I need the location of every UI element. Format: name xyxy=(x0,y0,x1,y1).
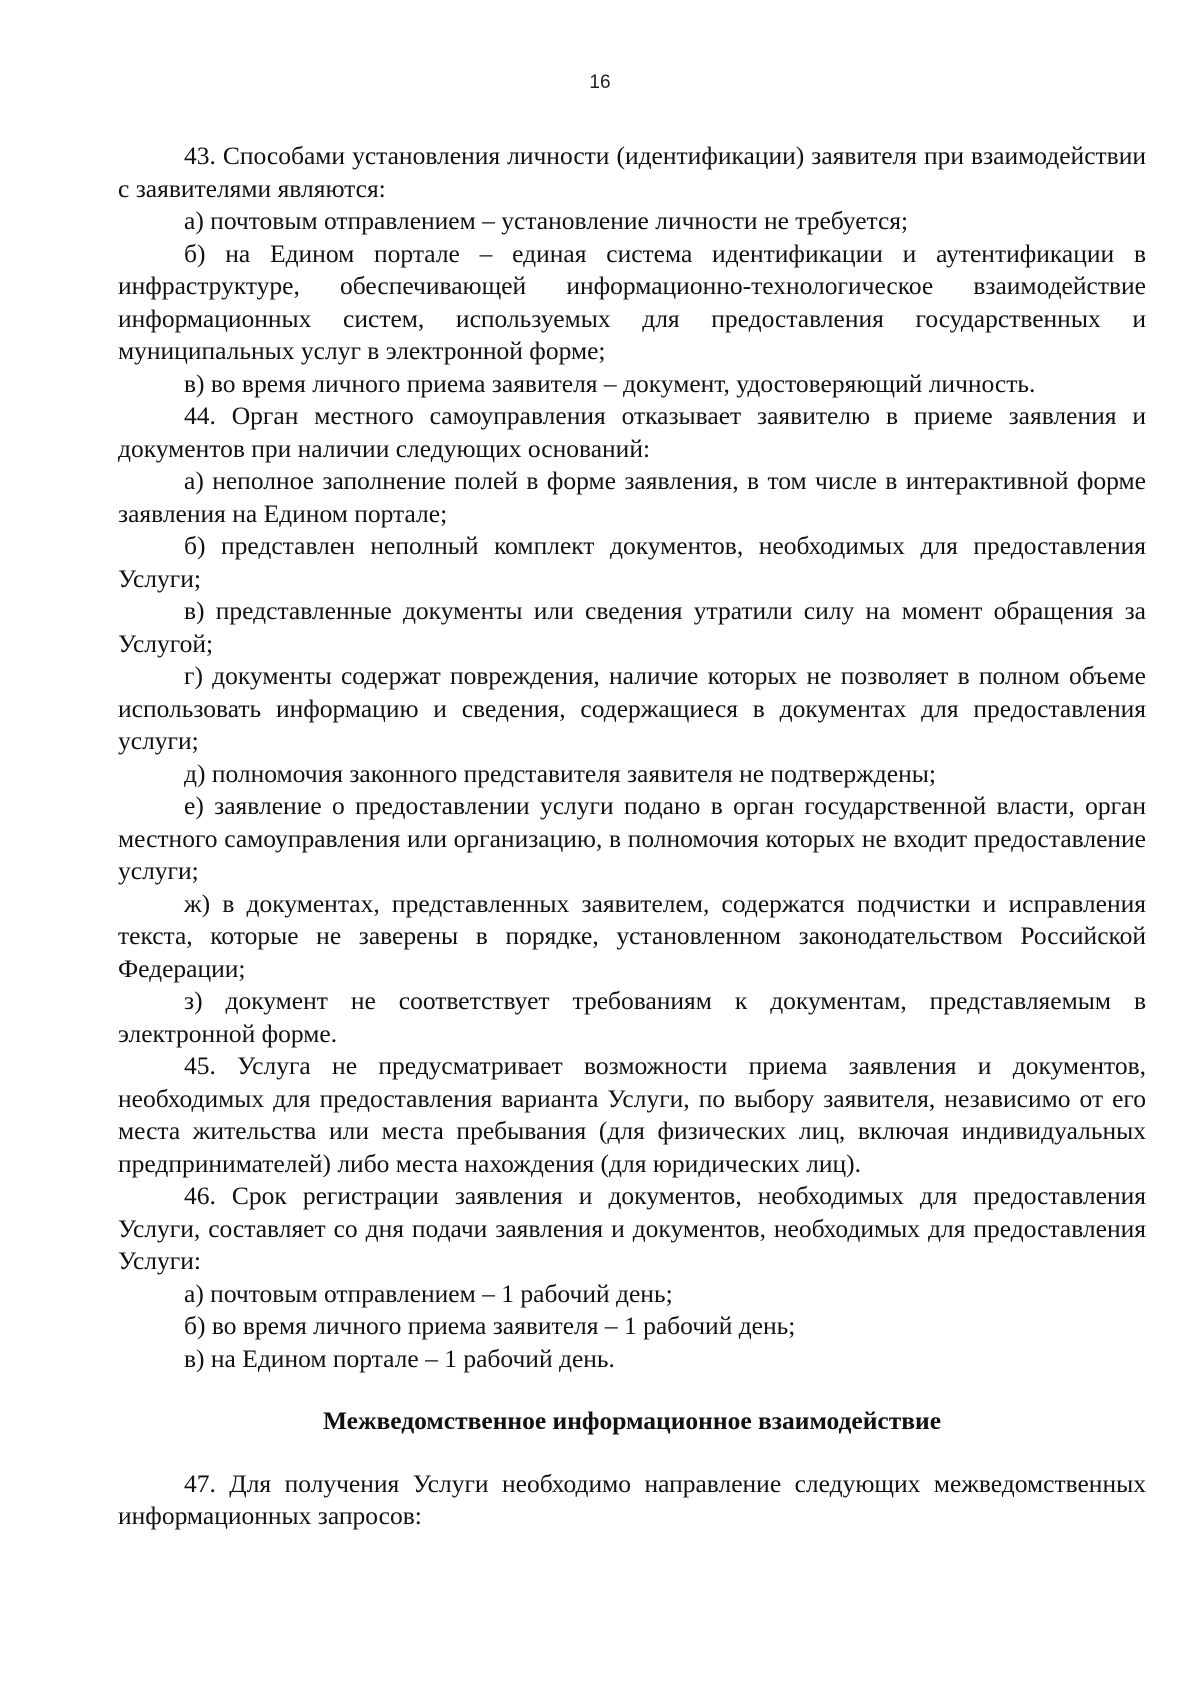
paragraph-47: 47. Для получения Услуги необходимо направление следующих межведомственных информационных запросов: xyxy=(118,1468,1146,1530)
paragraph-44-g: г) документы содержат повреждения, наличие которых не позволяет в полном объеме использовать информацию и сведения, содержащиеся в документах для предоставления услуги; xyxy=(118,661,1146,755)
document-body xyxy=(118,140,1146,1533)
page-number: 16 xyxy=(589,72,611,93)
paragraph-45: 45. Услуга не предусматривает возможности приема заявления и документов, необходимых для предоставления варианта Услуги, по выбору заявителя, независимо от его места жительства или места пребывания (для физических лиц, включая индивидуальных предпринимателей) либо места нахождения (для юридических лиц). xyxy=(118,1051,1146,1178)
paragraph-46-v: в) на Едином портале – 1 рабочий день. xyxy=(184,1343,615,1373)
paragraph-44-z: з) документ не соответствует требованиям к документам, представляемым в электронной форме. xyxy=(118,986,1146,1048)
paragraph-44-e: е) заявление о предоставлении услуги подано в орган государственной власти, орган местного самоуправления или организацию, в полномочия которых не входит предоставление услуги; xyxy=(118,791,1146,885)
paragraph-44-d: д) полномочия законного представителя заявителя не подтверждены; xyxy=(184,758,936,788)
paragraph-44-zh: ж) в документах, представленных заявителем, содержатся подчистки и исправления текста, которые не заверены в порядке, установленном законодательством Российской Федерации; xyxy=(118,888,1146,983)
paragraph-43-a: а) почтовым отправлением – установление личности не требуется; xyxy=(184,206,909,235)
paragraph-43-v: в) во время личного приема заявителя – документ, удостоверяющий личность. xyxy=(184,368,1036,398)
paragraph-44-b: б) представлен неполный комплект документов, необходимых для предоставления Услуги; xyxy=(118,531,1146,593)
paragraph-44-a: а) неполное заполнение полей в форме заявления, в том числе в интерактивной форме заявления на Едином портале; xyxy=(118,466,1146,528)
paragraph-44-v: в) представленные документы или сведения утратили силу на момент обращения за Услугой; xyxy=(118,596,1146,658)
paragraph-43-b: б) на Едином портале – единая система идентификации и аутентификации в инфраструктуре, обеспечивающей информационно-технологическое взаимодействие информационных систем, используемых для предоставления государственных и муниципальных услуг в электронной форме; xyxy=(118,238,1146,365)
section-heading: Межведомственное информационное взаимодействие xyxy=(322,1406,942,1435)
paragraph-46: 46. Срок регистрации заявления и документов, необходимых для предоставления Услуги, составляет со дня подачи заявления и документов, необходимых для предоставления Услуги: xyxy=(118,1181,1146,1275)
paragraph-46-a: а) почтовым отправлением – 1 рабочий день; xyxy=(184,1278,673,1308)
paragraph-46-b: б) во время личного приема заявителя – 1 рабочий день; xyxy=(184,1311,796,1340)
paragraph-44: 44. Орган местного самоуправления отказывает заявителю в приеме заявления и документов при наличии следующих оснований: xyxy=(118,401,1146,463)
paragraph-43: 43. Способами установления личности (идентификации) заявителя при взаимодействии с заявителями являются: xyxy=(118,141,1146,203)
